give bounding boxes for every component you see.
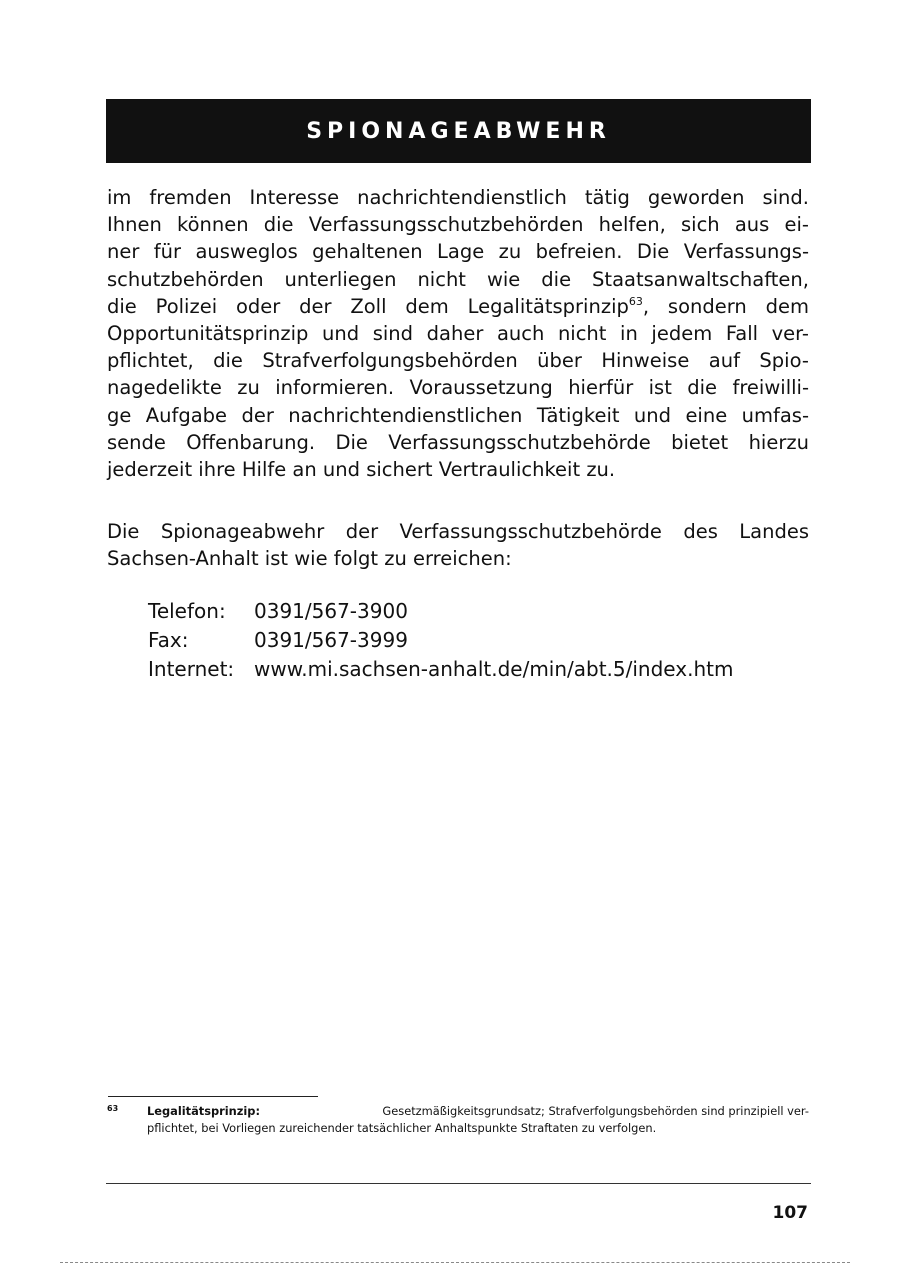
word: können <box>176 213 249 237</box>
word: die <box>687 376 718 400</box>
contact-row-fax <box>148 626 733 655</box>
phone-label: Telefon: <box>148 599 226 623</box>
contact-row-internet <box>148 655 733 684</box>
word: Lage <box>437 240 485 264</box>
paragraph-2-line-1 <box>107 518 809 545</box>
word: schutzbehörden <box>107 267 264 291</box>
word: dem <box>765 294 809 318</box>
paragraph-1-line <box>107 266 809 293</box>
word: helfen, <box>598 213 666 237</box>
word: auch <box>496 322 545 346</box>
word: und <box>322 322 360 346</box>
paragraph-1-line <box>107 402 809 429</box>
word: gehaltenen <box>312 240 423 264</box>
word: Spio- <box>759 349 809 373</box>
word: ei- <box>784 213 809 237</box>
word: Polizei <box>155 294 218 318</box>
word: sind <box>372 322 414 346</box>
word: Verfassungsschutzbehörde <box>399 520 662 543</box>
section-title: SPIONAGEABWEHR <box>306 118 611 144</box>
word: dem <box>405 294 449 318</box>
word: nachrichtendienstlichen <box>288 403 523 427</box>
paragraph-1-line <box>107 320 809 347</box>
footnote-term: Legalitätsprinzip: <box>147 1104 261 1118</box>
word: aus <box>734 213 770 237</box>
footnote-number: 63 <box>107 1104 119 1113</box>
footnote <box>107 1103 809 1137</box>
footnote-reference[interactable]: 63 <box>628 294 643 308</box>
word: Hinweise <box>601 349 690 373</box>
footnote-line-1-text: Gesetzmäßigkeitsgrundsatz; Strafverfolgungsbehörden sind prinzipiell ver- <box>382 1104 809 1118</box>
word: ist <box>648 376 672 400</box>
phone-value: 0391/567-3900 <box>254 599 408 623</box>
word: die <box>541 267 572 291</box>
paragraph-1-line <box>107 211 809 238</box>
word: ausweglos <box>195 240 298 264</box>
word: Opportunitätsprinzip <box>107 322 309 346</box>
paragraph-1-lines <box>107 184 809 456</box>
word: zu <box>237 376 260 400</box>
word: Verfassungsschutzbehörden <box>308 213 584 237</box>
word: daher <box>426 322 484 346</box>
contact-row-phone <box>148 597 733 626</box>
word: nicht <box>557 322 607 346</box>
word: Ihnen <box>107 213 162 237</box>
word: befreien. <box>535 240 623 264</box>
word: sende <box>107 430 166 454</box>
word: die <box>213 349 243 373</box>
word: in <box>620 322 638 346</box>
word: Legalitätsprinzip$^{63}$, <box>467 294 650 318</box>
word: Fall <box>725 322 759 346</box>
word: Die <box>335 430 368 454</box>
word: wie <box>486 267 521 291</box>
word: sondern <box>667 294 747 318</box>
internet-label: Internet: <box>148 657 235 681</box>
paragraph-2-line-2: Sachsen-Anhalt ist wie folgt zu erreichen: <box>107 547 512 571</box>
paragraph-1-line <box>107 429 809 456</box>
word: Landes <box>739 520 809 543</box>
word: eine <box>685 403 728 427</box>
word: Strafverfolgungsbehörden <box>262 349 518 373</box>
word: ge <box>107 403 132 427</box>
word: freiwilli- <box>732 376 809 400</box>
word: , <box>642 294 650 318</box>
word: auf <box>708 349 740 373</box>
footnote-body <box>147 1103 809 1120</box>
word: Verfassungs- <box>683 240 809 264</box>
word: umfas- <box>741 403 809 427</box>
scan-edge-line <box>60 1262 850 1265</box>
word: informieren. <box>275 376 395 400</box>
paragraph-1-line <box>107 374 809 401</box>
word: die <box>263 213 294 237</box>
word: oder <box>235 294 281 318</box>
word: Die <box>107 520 140 543</box>
word: nicht <box>417 267 466 291</box>
paragraph-1-line <box>107 347 809 374</box>
word: fremden <box>149 186 232 209</box>
word: Interesse <box>249 186 340 209</box>
word: der <box>345 520 379 543</box>
word: des <box>683 520 718 543</box>
page-bottom-rule <box>106 1183 811 1184</box>
word: tätig <box>584 186 630 209</box>
word: sind. <box>762 186 809 209</box>
word: hierzu <box>748 430 809 454</box>
word: pflichtet, <box>107 349 194 373</box>
fax-value: 0391/567-3999 <box>254 628 408 652</box>
fax-label: Fax: <box>148 628 189 652</box>
word: ver- <box>771 322 809 346</box>
word: zu <box>498 240 522 264</box>
word: nagedelikte <box>107 376 222 400</box>
paragraph-1-line <box>107 238 809 265</box>
word: Staatsanwaltschaften, <box>592 267 809 291</box>
word: jedem <box>651 322 713 346</box>
word: der <box>241 403 274 427</box>
word: für <box>153 240 182 264</box>
internet-value: www.mi.sachsen-anhalt.de/min/abt.5/index.htm <box>254 657 734 681</box>
word: Spionageabwehr <box>160 520 325 543</box>
footnote-line-1 <box>147 1103 809 1120</box>
word: der <box>299 294 332 318</box>
word: Tätigkeit <box>536 403 620 427</box>
section-header-band <box>106 99 811 163</box>
paragraph-1-last-line: jederzeit ihre Hilfe an und sichert Vertraulichkeit zu. <box>107 458 616 482</box>
word: und <box>633 403 672 427</box>
footnote-line-2: pflichtet, bei Vorliegen zureichender tatsächlicher Anhaltspunkte Straftaten zu verfolgen. <box>147 1121 657 1135</box>
word: Offenbarung. <box>186 430 316 454</box>
word: Voraussetzung <box>409 376 553 400</box>
paragraph-1-line <box>107 293 809 320</box>
word: geworden <box>647 186 745 209</box>
word: nachrichtendienstlich <box>357 186 567 209</box>
word: Die <box>636 240 670 264</box>
word: Verfassungsschutzbehörde <box>388 430 651 454</box>
contact-info <box>148 597 733 684</box>
word: hierfür <box>568 376 634 400</box>
body-paragraph-2 <box>107 518 809 572</box>
word: Aufgabe <box>145 403 228 427</box>
word: bietet <box>671 430 729 454</box>
word: im <box>107 186 132 209</box>
body-paragraph-1 <box>107 184 809 483</box>
word: ner <box>107 240 140 264</box>
footnote-separator <box>108 1096 318 1097</box>
word: die <box>107 294 137 318</box>
paragraph-1-line <box>107 184 809 211</box>
word: über <box>537 349 582 373</box>
word: unterliegen <box>284 267 397 291</box>
word: Zoll <box>350 294 387 318</box>
word: sich <box>681 213 720 237</box>
page-number: 107 <box>772 1203 808 1223</box>
